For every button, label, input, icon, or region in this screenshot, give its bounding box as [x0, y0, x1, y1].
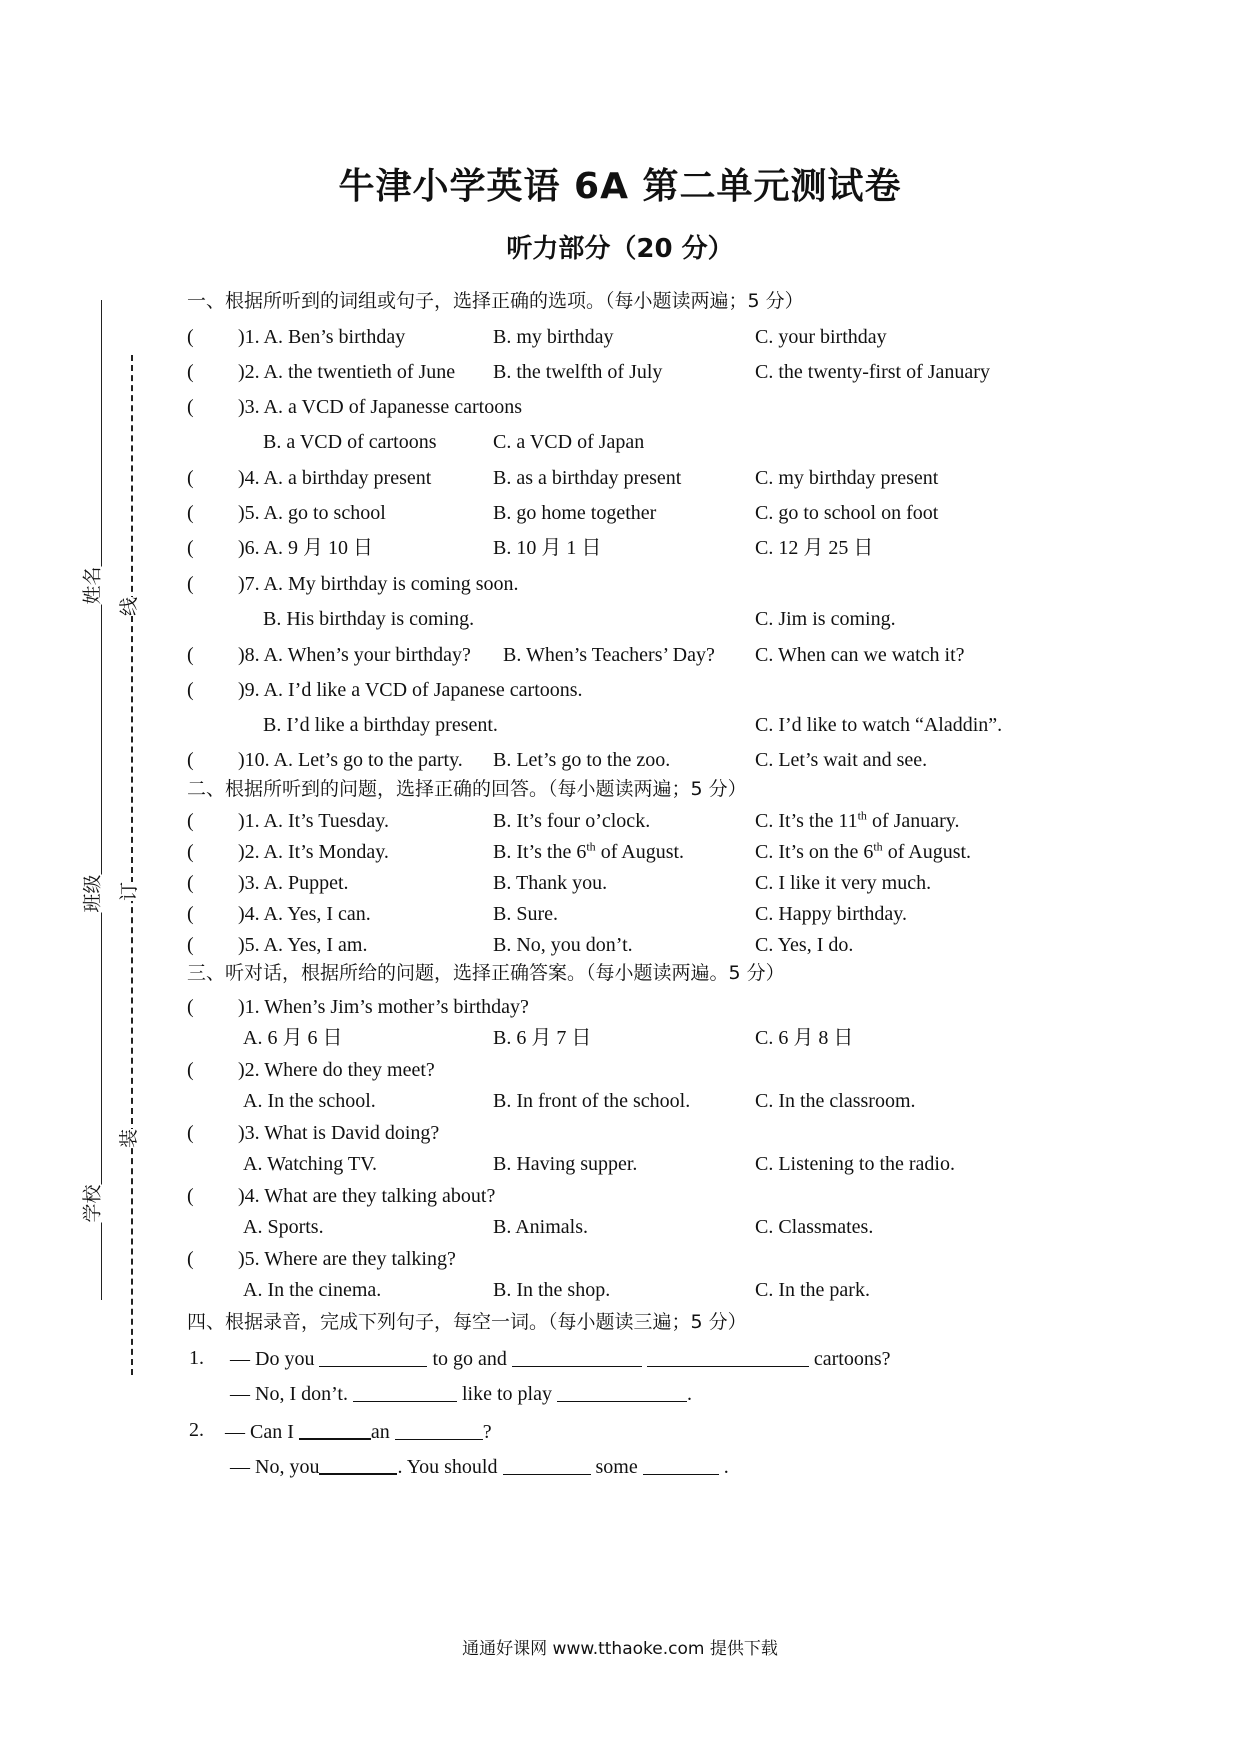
answer-paren: ( [187, 573, 194, 595]
fill-blank[interactable] [643, 1456, 719, 1475]
s1-q2-b: B. the twelfth of July [493, 361, 663, 383]
s1-q10-a: )10. A. Let’s go to the party. [238, 749, 463, 771]
s3-q4-c: C. Classmates. [755, 1216, 874, 1238]
s1-q1-c: C. your birthday [755, 326, 887, 348]
s3-q1-b: B. 6 月 7 日 [493, 1027, 592, 1049]
s1-q8-c: C. When can we watch it? [755, 644, 965, 666]
s2-q5-c: C. Yes, I do. [755, 934, 854, 956]
s2-q1-b: B. It’s four o’clock. [493, 810, 651, 832]
s1-q5-b: B. go home together [493, 502, 657, 524]
s2-q2-c: C. It’s on the 6th of August. [755, 839, 972, 863]
fill-blank[interactable] [299, 1420, 371, 1440]
binding-dashed-line [131, 355, 133, 1375]
s1-q7-c: C. Jim is coming. [755, 608, 896, 630]
binding-solid-line [101, 300, 102, 1300]
s2-q4-a: )4. A. Yes, I can. [238, 903, 371, 925]
s2-q5-a: )5. A. Yes, I am. [238, 934, 368, 956]
cut-line-label: 线 [114, 597, 141, 616]
answer-paren: ( [187, 996, 194, 1018]
cut-line-label: 订 [114, 882, 141, 901]
s2-q3-a: )3. A. Puppet. [238, 872, 349, 894]
s1-q5-c: C. go to school on foot [755, 502, 939, 524]
section3-heading: 三、听对话，根据所给的问题，选择正确答案。（每小题读两遍。5 分） [187, 962, 785, 984]
answer-paren: ( [187, 1248, 194, 1270]
answer-paren: ( [187, 749, 194, 771]
s3-q2-c: C. In the classroom. [755, 1090, 916, 1112]
s4-item2-line2: — No, you . You should some . [230, 1456, 729, 1478]
fill-blank[interactable] [512, 1348, 642, 1367]
s3-q3-c: C. Listening to the radio. [755, 1153, 955, 1175]
s1-q9-b: B. I’d like a birthday present. [263, 714, 498, 736]
s1-q1-b: B. my birthday [493, 326, 614, 348]
name-label: 姓名 [78, 566, 105, 604]
s3-q4-a: A. Sports. [243, 1216, 324, 1238]
s1-q8-b: B. When’s Teachers’ Day? [503, 644, 715, 666]
s1-q1-a: )1. A. Ben’s birthday [238, 326, 406, 348]
s1-q3-a: )3. A. a VCD of Japanesse cartoons [238, 396, 523, 418]
s1-q4-c: C. my birthday present [755, 467, 939, 489]
s1-q4-a: )4. A. a birthday present [238, 467, 432, 489]
fill-blank[interactable] [353, 1383, 457, 1402]
s3-q5-a: A. In the cinema. [243, 1279, 382, 1301]
s1-q5-a: )5. A. go to school [238, 502, 386, 524]
s1-q10-c: C. Let’s wait and see. [755, 749, 928, 771]
s1-q3-c: C. a VCD of Japan [493, 431, 645, 453]
answer-paren: ( [187, 1059, 194, 1081]
answer-paren: ( [187, 361, 194, 383]
s3-q4-question: )4. What are they talking about? [238, 1185, 496, 1207]
s1-q6-b: B. 10 月 1 日 [493, 537, 602, 559]
fill-blank[interactable] [319, 1348, 427, 1367]
s3-q1-a: A. 6 月 6 日 [243, 1027, 343, 1049]
s2-q2-a: )2. A. It’s Monday. [238, 841, 389, 863]
s1-q2-c: C. the twenty-first of January [755, 361, 990, 383]
s4-item2-line1: — Can I an ? [225, 1421, 492, 1443]
s3-q4-b: B. Animals. [493, 1216, 589, 1238]
answer-paren: ( [187, 1185, 194, 1207]
s2-q2-b: B. It’s the 6th of August. [493, 839, 685, 863]
s1-q2-a: )2. A. the twentieth of June [238, 361, 456, 383]
s3-q3-question: )3. What is David doing? [238, 1122, 440, 1144]
answer-paren: ( [187, 467, 194, 489]
s3-q1-question: )1. When’s Jim’s mother’s birthday? [238, 996, 529, 1018]
s3-q1-c: C. 6 月 8 日 [755, 1027, 854, 1049]
answer-paren: ( [187, 934, 194, 956]
answer-paren: ( [187, 903, 194, 925]
s1-q6-c: C. 12 月 25 日 [755, 537, 874, 559]
s3-q3-a: A. Watching TV. [243, 1153, 377, 1175]
s1-q3-b: B. a VCD of cartoons [263, 431, 437, 453]
s2-q1-c: C. It’s the 11th of January. [755, 808, 960, 832]
s2-q3-b: B. Thank you. [493, 872, 608, 894]
answer-paren: ( [187, 396, 194, 418]
s1-q9-c: C. I’d like to watch “Aladdin”. [755, 714, 1003, 736]
s1-q7-b: B. His birthday is coming. [263, 608, 475, 630]
page-subtitle: 听力部分（20 分） [506, 234, 734, 264]
s2-q4-b: B. Sure. [493, 903, 558, 925]
s1-q10-b: B. Let’s go to the zoo. [493, 749, 671, 771]
answer-paren: ( [187, 679, 194, 701]
footer-credit: 通通好课网 www.tthaoke.com 提供下载 [462, 1639, 778, 1659]
answer-paren: ( [187, 502, 194, 524]
s2-q3-c: C. I like it very much. [755, 872, 932, 894]
s1-q7-a: )7. A. My birthday is coming soon. [238, 573, 519, 595]
answer-paren: ( [187, 537, 194, 559]
answer-paren: ( [187, 841, 194, 863]
s3-q2-question: )2. Where do they meet? [238, 1059, 435, 1081]
school-label: 学校 [78, 1184, 105, 1222]
s2-q4-c: C. Happy birthday. [755, 903, 908, 925]
fill-blank[interactable] [647, 1348, 809, 1367]
s3-q5-b: B. In the shop. [493, 1279, 611, 1301]
answer-paren: ( [187, 326, 194, 348]
s1-q9-a: )9. A. I’d like a VCD of Japanese cartoons. [238, 679, 583, 701]
fill-blank[interactable] [395, 1421, 483, 1440]
s4-item-number: 1. [189, 1347, 204, 1369]
cut-line-label: 装 [114, 1129, 141, 1148]
section4-heading: 四、根据录音，完成下列句子，每空一词。（每小题读三遍；5 分） [187, 1311, 747, 1333]
s1-q6-a: )6. A. 9 月 10 日 [238, 537, 373, 559]
s4-item1-line1: — Do you to go and cartoons? [230, 1348, 891, 1370]
s1-q4-b: B. as a birthday present [493, 467, 682, 489]
s2-q1-a: )1. A. It’s Tuesday. [238, 810, 389, 832]
section1-heading: 一、根据所听到的词组或句子，选择正确的选项。（每小题读两遍；5 分） [187, 290, 804, 312]
s3-q2-b: B. In front of the school. [493, 1090, 691, 1112]
s4-item1-line2: — No, I don’t. like to play . [230, 1383, 692, 1405]
fill-blank[interactable] [503, 1456, 591, 1475]
s4-item-number: 2. [189, 1419, 204, 1441]
s3-q2-a: A. In the school. [243, 1090, 376, 1112]
s1-q8-a: )8. A. When’s your birthday? [238, 644, 471, 666]
answer-paren: ( [187, 1122, 194, 1144]
answer-paren: ( [187, 644, 194, 666]
s3-q5-question: )5. Where are they talking? [238, 1248, 456, 1270]
page-title: 牛津小学英语 6A 第二单元测试卷 [338, 166, 902, 207]
s3-q5-c: C. In the park. [755, 1279, 870, 1301]
answer-paren: ( [187, 872, 194, 894]
s2-q5-b: B. No, you don’t. [493, 934, 633, 956]
section2-heading: 二、根据所听到的问题，选择正确的回答。（每小题读两遍；5 分） [187, 778, 747, 800]
answer-paren: ( [187, 810, 194, 832]
fill-blank[interactable] [557, 1383, 687, 1402]
class-label: 班级 [78, 874, 105, 912]
s3-q3-b: B. Having supper. [493, 1153, 638, 1175]
fill-blank[interactable] [319, 1455, 397, 1475]
